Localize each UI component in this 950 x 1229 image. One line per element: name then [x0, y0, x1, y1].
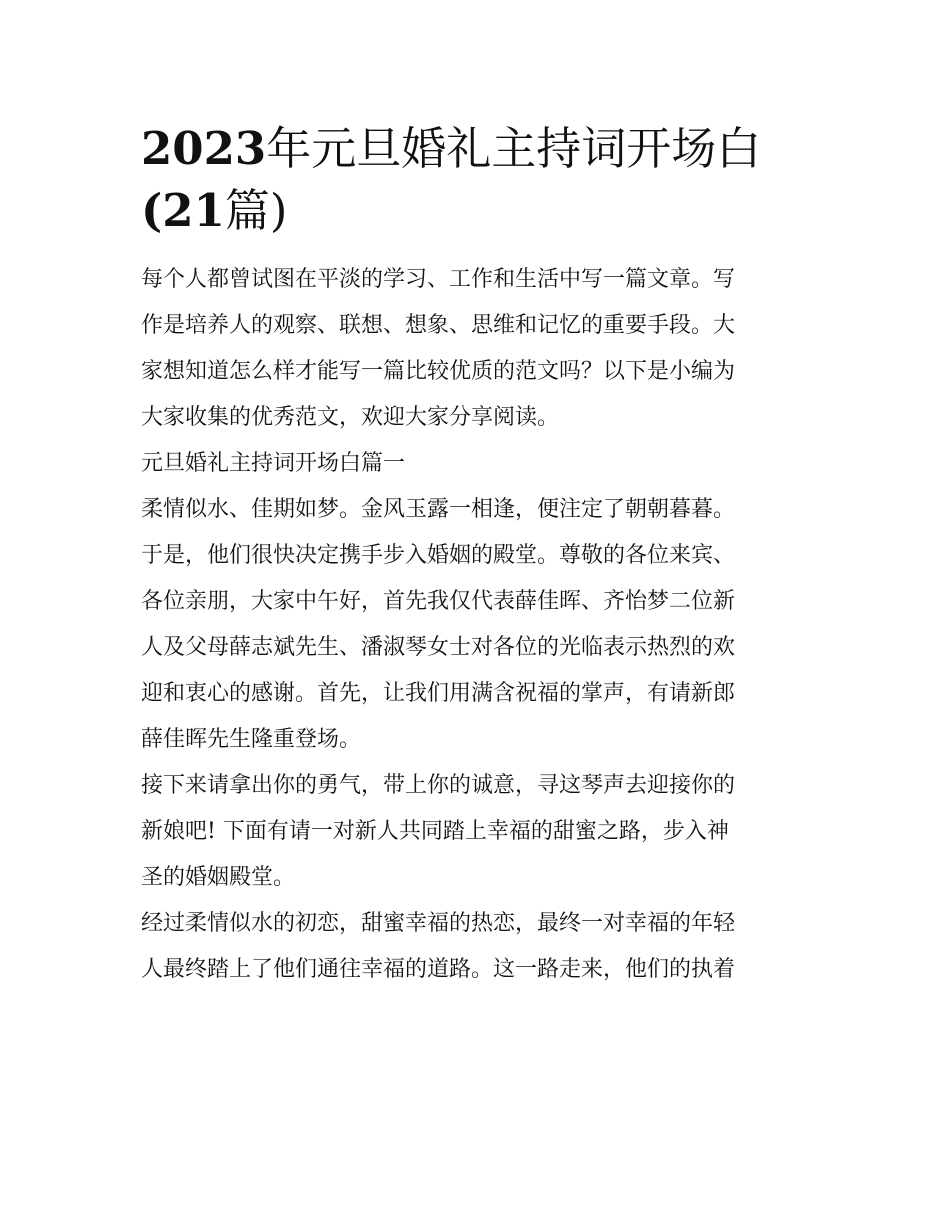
body-line: 柔情似水、佳期如梦。金风玉露一相逢，便注定了朝朝暮暮。: [141, 497, 736, 522]
body-paragraph-3: [141, 901, 813, 993]
title-main: 年元旦婚礼主持词开场白: [266, 122, 762, 175]
document-title: [141, 118, 813, 242]
body-line: 迎和衷心的感谢。首先，让我们用满含祝福的掌声，有请新郎: [141, 681, 736, 706]
body-line: 人最终踏上了他们通往幸福的道路。这一路走来，他们的执着: [141, 957, 736, 982]
body-line: 各位亲朋，大家中午好，首先我仅代表薛佳晖、齐怡梦二位新: [141, 589, 736, 614]
title-count: 21: [162, 184, 225, 237]
body-line: 经过柔情似水的初恋，甜蜜幸福的热恋，最终一对幸福的年轻: [141, 911, 736, 936]
title-open-paren: (: [141, 184, 163, 237]
intro-paragraph: [141, 257, 813, 441]
title-count-suffix: 篇): [224, 184, 288, 237]
intro-line: 家想知道怎么样才能写一篇比较优质的范文吗？以下是小编为: [141, 359, 736, 384]
document-title-line-1: [141, 118, 813, 180]
body-line: 于是，他们很快决定携手步入婚姻的殿堂。尊敬的各位来宾、: [141, 543, 736, 568]
intro-line: 作是培养人的观察、联想、想象、思维和记忆的重要手段。大: [141, 313, 736, 338]
title-year: 2023: [141, 122, 267, 175]
document-title-line-2: [141, 180, 813, 242]
body-line: 新娘吧! 下面有请一对新人共同踏上幸福的甜蜜之路，步入神: [141, 819, 729, 844]
body-line: 接下来请拿出你的勇气，带上你的诚意，寻这琴声去迎接你的: [141, 773, 736, 798]
document-content: [141, 118, 813, 993]
body-line: 圣的婚姻殿堂。: [141, 865, 296, 890]
body-line: 薛佳晖先生隆重登场。: [141, 727, 362, 752]
intro-line: 大家收集的优秀范文，欢迎大家分享阅读。: [141, 405, 560, 430]
body-paragraph-1: [141, 487, 813, 763]
body-paragraph-2: [141, 763, 813, 901]
section-heading: 元旦婚礼主持词开场白篇一: [141, 451, 406, 476]
intro-line: 每个人都曾试图在平淡的学习、工作和生活中写一篇文章。写: [141, 267, 736, 292]
body-line: 人及父母薛志斌先生、潘淑琴女士对各位的光临表示热烈的欢: [141, 635, 736, 660]
